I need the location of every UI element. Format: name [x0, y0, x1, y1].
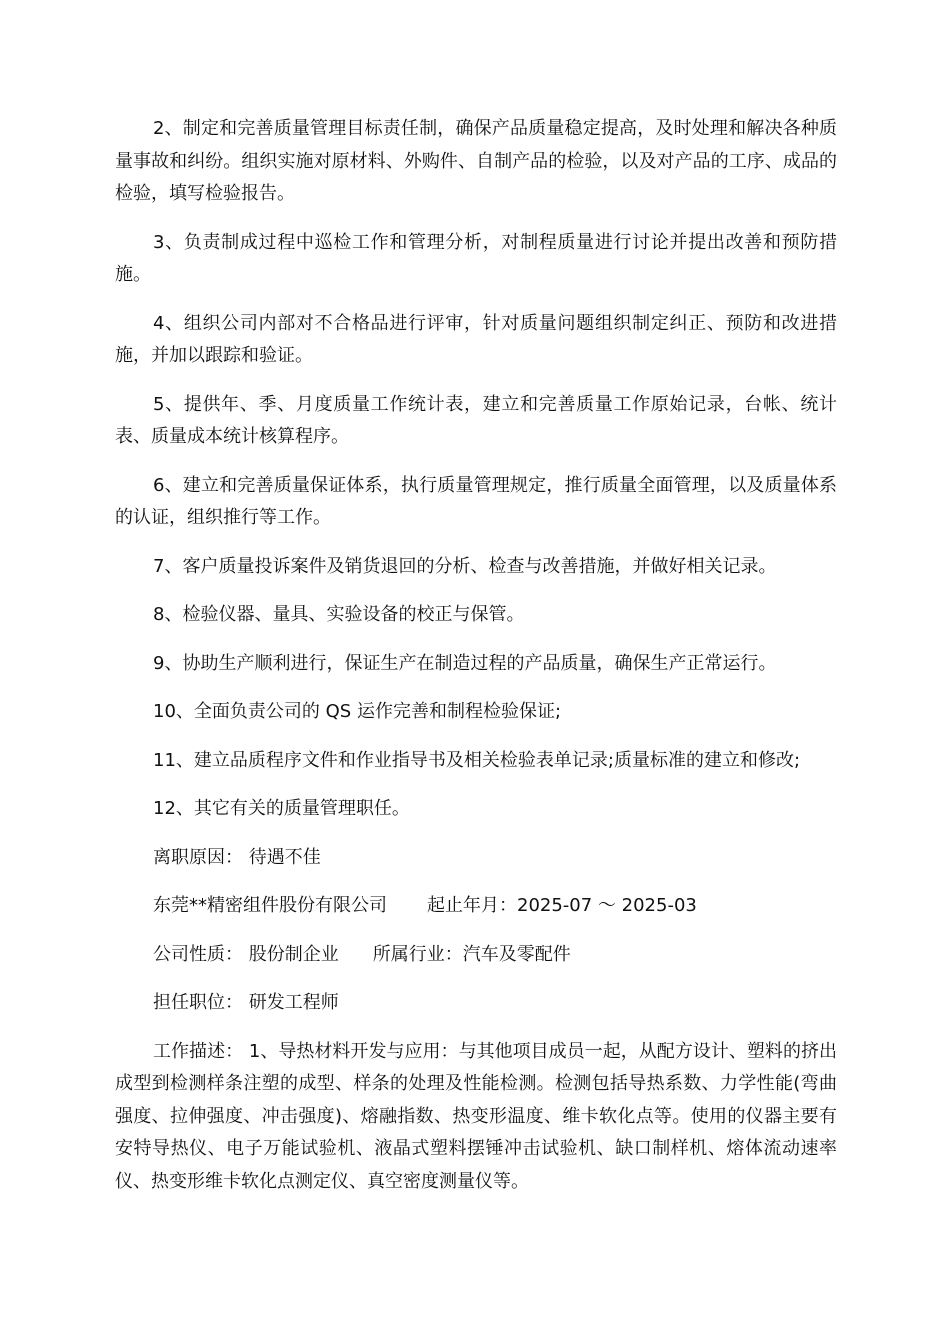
duty-item: 11、建立品质程序文件和作业指导书及相关检验表单记录;质量标准的建立和修改;: [153, 749, 801, 771]
leave-reason: 离职原因： 待遇不佳: [153, 846, 321, 868]
duty-item: 5、提供年、季、月度质量工作统计表，建立和完善质量工作原始记录，台帐、统计表、质量成本统计核算程序。: [115, 393, 837, 447]
duty-item: 8、检验仪器、量具、实验设备的校正与保管。: [153, 604, 525, 625]
duty-item: 3、负责制成过程中巡检工作和管理分析，对制程质量进行讨论并提出改善和预防措施。: [115, 231, 837, 285]
duty-item: 10、全面负责公司的 QS 运作完善和制程检验保证;: [153, 701, 562, 722]
company-nature: 公司性质： 股份制企业: [153, 943, 339, 965]
duty-item: 4、组织公司内部对不合格品进行评审，针对质量问题组织制定纠正、预防和改进措施，并加以跟踪和验证。: [115, 312, 837, 366]
job-header: [115, 890, 837, 923]
company-industry: 所属行业：汽车及零配件: [372, 943, 571, 965]
resume-page: [115, 113, 837, 1214]
company-info: [115, 939, 837, 972]
employment-period: 起止年月：2025-07 ～ 2025-03: [427, 895, 697, 916]
duty-item: 9、协助生产顺利进行，保证生产在制造过程的产品质量，确保生产正常运行。: [153, 652, 777, 674]
duty-item: 2、制定和完善质量管理目标责任制，确保产品质量稳定提高，及时处理和解决各种质量事故和纠纷。组织实施对原材料、外购件、自制产品的检验，以及对产品的工序、成品的检验，填写检验报告。: [115, 118, 837, 204]
duty-item: 7、客户质量投诉案件及销货退回的分析、检查与改善措施，并做好相关记录。: [153, 555, 777, 577]
duty-item: 6、建立和完善质量保证体系，执行质量管理规定，推行质量全面管理，以及质量体系的认证，组织推行等工作。: [115, 474, 837, 528]
company-name: 东莞**精密组件股份有限公司: [153, 895, 387, 916]
job-position: 担任职位： 研发工程师: [153, 992, 339, 1013]
job-description: 工作描述： 1、导热材料开发与应用：与其他项目成员一起，从配方设计、塑料的挤出成型到检测样条注塑的成型、样条的处理及性能检测。检测包括导热系数、力学性能(弯曲强度、拉伸强度、冲击强度)、熔融指数、热变形温度、维卡软化点等。使用的仪器主要有安特导热仪、电子万能试验机、液晶式塑料摆锤冲击试验机、缺口制样机、熔体流动速率仪、热变形维卡软化点测定仪、真空密度测量仪等。: [115, 1040, 837, 1192]
duty-item: 12、其它有关的质量管理职任。: [153, 798, 410, 819]
